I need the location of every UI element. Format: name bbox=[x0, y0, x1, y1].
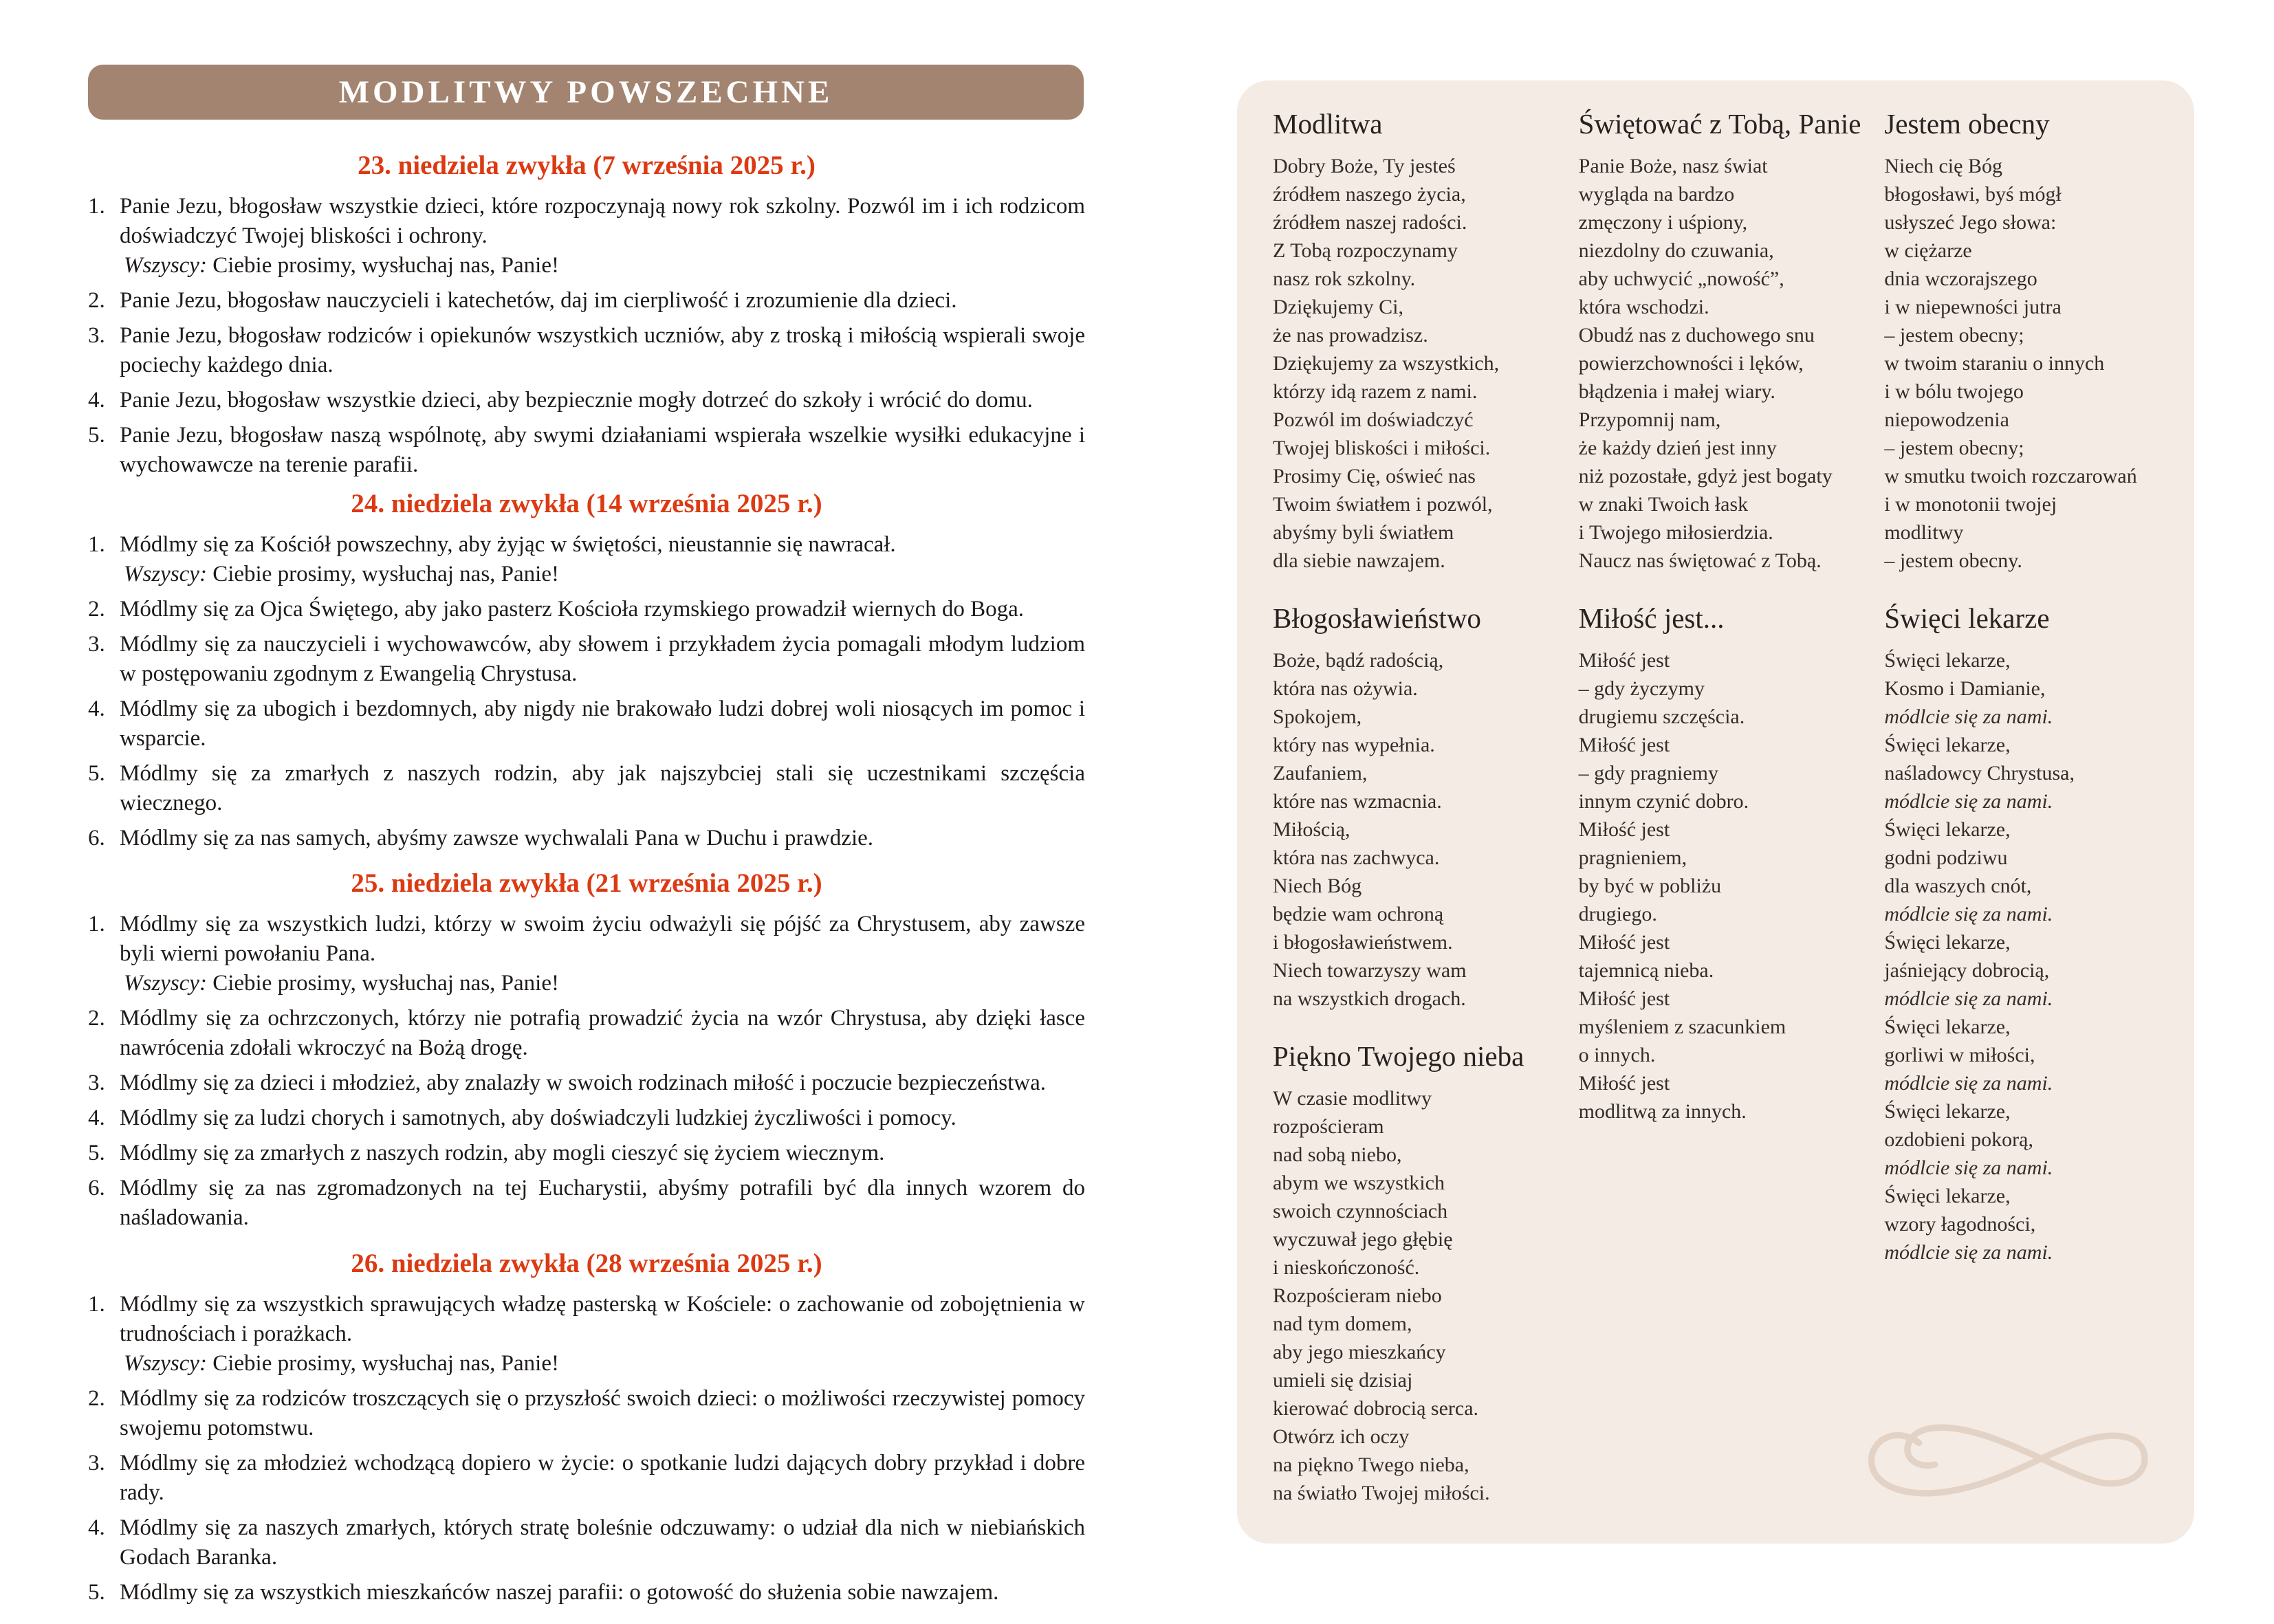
item-number: 2. bbox=[88, 1006, 105, 1031]
block-line: że każdy dzień jest inny bbox=[1578, 437, 1777, 459]
block-line: ozdobieni pokorą, bbox=[1884, 1128, 2033, 1151]
block-line: godni podziwu bbox=[1884, 846, 2008, 869]
block-line: i nieskończoność. bbox=[1273, 1256, 1420, 1279]
block-line: która nas zachwyca. bbox=[1273, 846, 1440, 869]
item-text: Módlmy się za zmarłych z naszych rodzin, aby mogli cieszyć się życiem wiecznym. bbox=[120, 1141, 885, 1165]
item-text: Panie Jezu, błogosław naszą wspólnotę, aby swymi działaniami wspierała wszelkie wysiłki edukacyjne i wychowawcze na terenie parafii. bbox=[120, 423, 1085, 477]
prayer-item bbox=[88, 910, 1085, 998]
item-text: Módlmy się za naszych zmarłych, których stratę boleśnie odczuwamy: o udział dla nich w niebiańskich Godach Baranka. bbox=[120, 1515, 1085, 1570]
block-line: gorliwi w miłości, bbox=[1884, 1044, 2035, 1066]
block-line: w ciężarze bbox=[1884, 239, 1972, 262]
item-number: 3. bbox=[88, 1071, 105, 1095]
block-title: Modlitwa bbox=[1273, 108, 1383, 140]
item-number: 3. bbox=[88, 1451, 105, 1475]
block-line: Święci lekarze, bbox=[1884, 649, 2011, 672]
prayer-item bbox=[88, 759, 1085, 818]
block-line: i w bólu twojego bbox=[1884, 380, 2024, 403]
item-text: Módlmy się za wszystkich ludzi, którzy w swoim życiu odważyli się pójść za Chrystusem, aby zawsze byli wierni powołaniu Pana. Wszyscy: Ciebie prosimy, wysłuchaj nas, Panie! bbox=[120, 910, 1085, 998]
block-title: Jestem obecny bbox=[1884, 108, 2050, 140]
block-line: Obudź nas z duchowego snu bbox=[1578, 324, 1815, 347]
panel-columns bbox=[1273, 107, 2171, 1533]
block-line: – jestem obecny. bbox=[1884, 549, 2022, 572]
block-line: które nas wzmacnia. bbox=[1273, 790, 1442, 813]
block-line: będzie wam ochroną bbox=[1273, 903, 1444, 925]
block-line: drugiego. bbox=[1578, 903, 1657, 925]
block-line: Zaufaniem, bbox=[1273, 762, 1368, 784]
block-line: Twoim światłem i pozwól, bbox=[1273, 493, 1493, 516]
block-line: źródłem naszego życia, bbox=[1273, 183, 1466, 206]
block-line: powierzchowności i lęków, bbox=[1578, 352, 1804, 375]
prayer-item bbox=[88, 1578, 1085, 1607]
block-line: – gdy pragniemy bbox=[1578, 762, 1718, 784]
block-line: – jestem obecny; bbox=[1884, 437, 2024, 459]
block-line: módlcie się za nami. bbox=[1884, 1241, 2053, 1264]
block-title: Święci lekarze bbox=[1884, 602, 2050, 634]
block-line: módlcie się za nami. bbox=[1884, 1156, 2053, 1179]
block-line: – jestem obecny; bbox=[1884, 324, 2024, 347]
block-line: Święci lekarze, bbox=[1884, 1100, 2011, 1123]
block-line: Święci lekarze, bbox=[1884, 734, 2011, 756]
block-line: wygląda na bardzo bbox=[1578, 183, 1735, 206]
block-line: Miłość jest bbox=[1578, 987, 1670, 1010]
block-title: Błogosławieństwo bbox=[1273, 602, 1481, 634]
block-line: módlcie się za nami. bbox=[1884, 790, 2053, 813]
prayer-section bbox=[88, 150, 1085, 485]
block-title: Piękno Twojego nieba bbox=[1273, 1040, 1524, 1072]
block-line: Miłość jest bbox=[1578, 734, 1670, 756]
block-line: w smutku twoich rozczarowań bbox=[1884, 465, 2137, 487]
panel-block bbox=[1273, 107, 1560, 575]
block-line: módlcie się za nami. bbox=[1884, 1072, 2053, 1095]
block-line: i w monotonii twojej bbox=[1884, 493, 2057, 516]
item-text: Módlmy się za nauczycieli i wychowawców, aby słowem i przykładem życia pomagali młodym ludziom w postępowaniu zgodnym z Ewangelią Chrystusa. bbox=[120, 632, 1085, 686]
block-line: tajemnicą nieba. bbox=[1578, 959, 1714, 982]
response-label: Wszyscy: bbox=[124, 562, 207, 586]
panel-block bbox=[1579, 107, 1866, 575]
block-line: Z Tobą rozpoczynamy bbox=[1273, 239, 1458, 262]
calligraphic-flourish-icon bbox=[1861, 1398, 2156, 1515]
sections bbox=[88, 0, 1085, 1624]
block-line: modlitwy bbox=[1884, 521, 1964, 544]
prayer-item bbox=[88, 1104, 1085, 1133]
item-number: 2. bbox=[88, 288, 105, 313]
prayer-panel bbox=[1237, 80, 2194, 1544]
prayer-item bbox=[88, 192, 1085, 281]
block-line: Niech cię Bóg bbox=[1884, 155, 2002, 177]
panel-block bbox=[1884, 107, 2171, 575]
item-text: Módlmy się za wszystkich mieszkańców naszej parafii: o gotowość do służenia sobie nawzajem. bbox=[120, 1580, 999, 1605]
block-line: Święci lekarze, bbox=[1884, 931, 2011, 954]
block-line: Święci lekarze, bbox=[1884, 818, 2011, 841]
block-line: innym czynić dobro. bbox=[1578, 790, 1749, 813]
item-number: 4. bbox=[88, 1515, 105, 1540]
item-text: Módlmy się za zmarłych z naszych rodzin, aby jak najszybciej stali się uczestnikami szczęścia wiecznego. bbox=[120, 761, 1085, 815]
block-line: Przypomnij nam, bbox=[1578, 408, 1721, 431]
block-line: Dziękujemy Ci, bbox=[1273, 296, 1403, 318]
block-line: Otwórz ich oczy bbox=[1273, 1425, 1410, 1448]
block-line: błogosławi, byś mógł bbox=[1884, 183, 2062, 206]
item-text: Módlmy się za Kościół powszechny, aby żyjąc w świętości, nieustannie się nawracał. Wszyscy: Ciebie prosimy, wysłuchaj nas, Panie! bbox=[120, 530, 1085, 589]
block-line: Miłością, bbox=[1273, 818, 1351, 841]
block-line: w znaki Twoich łask bbox=[1578, 493, 1749, 516]
block-line: Niech towarzyszy wam bbox=[1273, 959, 1467, 982]
panel-block bbox=[1273, 601, 1560, 1013]
block-line: którzy idą razem z nami. bbox=[1273, 380, 1478, 403]
item-number: 5. bbox=[88, 423, 105, 448]
section-heading: 25. niedziela zwykła (21 września 2025 r.) bbox=[351, 868, 822, 898]
item-number: 5. bbox=[88, 761, 105, 786]
prayer-item bbox=[88, 1004, 1085, 1063]
block-line: Boże, bądź radością, bbox=[1273, 649, 1444, 672]
block-line: i błogosławieństwem. bbox=[1273, 931, 1453, 954]
block-line: aby jego mieszkańcy bbox=[1273, 1341, 1446, 1363]
block-line: myśleniem z szacunkiem bbox=[1578, 1016, 1786, 1038]
block-line: nasz rok szkolny. bbox=[1273, 267, 1416, 290]
item-text: Panie Jezu, błogosław rodziców i opiekunów wszystkich uczniów, aby z troską i miłością wspierali swoje pociechy każdego dnia. bbox=[120, 323, 1085, 377]
block-line: módlcie się za nami. bbox=[1884, 903, 2053, 925]
item-text: Módlmy się za Ojca Świętego, aby jako pasterz Kościoła rzymskiego prowadził wiernych do Boga. bbox=[120, 597, 1025, 622]
item-number: 5. bbox=[88, 1141, 105, 1165]
prayer-item bbox=[88, 694, 1085, 754]
item-number: 1. bbox=[88, 194, 105, 219]
prayer-item bbox=[88, 386, 1085, 415]
block-line: by być w pobliżu bbox=[1578, 875, 1722, 897]
item-text: Módlmy się za ochrzczonych, którzy nie potrafią prowadzić życia na wzór Chrystusa, aby dzięki łasce nawrócenia zdołali wkroczyć na Bożą drogę. bbox=[120, 1006, 1085, 1060]
block-line: modlitwą za innych. bbox=[1578, 1100, 1747, 1123]
block-line: źródłem naszej radości. bbox=[1273, 211, 1467, 234]
block-line: wyczuwał jego głębię bbox=[1273, 1228, 1453, 1251]
panel-block bbox=[1579, 601, 1866, 1126]
item-text: Módlmy się za rodziców troszczących się o przyszłość swoich dzieci: o możliwości rzeczywistej pomocy swojemu potomstwu. bbox=[120, 1386, 1085, 1440]
prayer-item bbox=[88, 824, 1085, 853]
block-line: że nas prowadzisz. bbox=[1273, 324, 1428, 347]
block-line: Kosmo i Damianie, bbox=[1884, 677, 2046, 700]
panel-block bbox=[1273, 1039, 1560, 1507]
block-line: abym we wszystkich bbox=[1273, 1172, 1445, 1194]
block-line: i Twojego miłosierdzia. bbox=[1578, 521, 1773, 544]
prayer-item bbox=[88, 630, 1085, 689]
prayer-item bbox=[88, 595, 1085, 624]
block-line: módlcie się za nami. bbox=[1884, 987, 2053, 1010]
block-line: dla waszych cnót, bbox=[1884, 875, 2032, 897]
block-line: Twojej bliskości i miłości. bbox=[1273, 437, 1491, 459]
block-line: Naucz nas świętować z Tobą. bbox=[1578, 549, 1822, 572]
panel-column bbox=[1884, 107, 2171, 1533]
block-line: nad tym domem, bbox=[1273, 1313, 1412, 1335]
prayer-item bbox=[88, 1384, 1085, 1443]
block-line: usłyszeć Jego słowa: bbox=[1884, 211, 2057, 234]
item-number: 4. bbox=[88, 696, 105, 721]
item-number: 1. bbox=[88, 912, 105, 936]
prayer-item bbox=[88, 530, 1085, 589]
section-heading: 26. niedziela zwykła (28 września 2025 r.) bbox=[351, 1249, 822, 1278]
block-line: na światło Twojej miłości. bbox=[1273, 1482, 1490, 1504]
item-number: 5. bbox=[88, 1580, 105, 1605]
item-number: 1. bbox=[88, 1292, 105, 1317]
prayer-item bbox=[88, 1068, 1085, 1098]
block-line: niezdolny do czuwania, bbox=[1578, 239, 1774, 262]
prayer-item bbox=[88, 321, 1085, 380]
block-line: naśladowcy Chrystusa, bbox=[1884, 762, 2075, 784]
panel-column bbox=[1579, 107, 1866, 1533]
prayer-item bbox=[88, 1139, 1085, 1168]
block-line: Dobry Boże, Ty jesteś bbox=[1273, 155, 1456, 177]
prayer-item bbox=[88, 1174, 1085, 1233]
block-line: W czasie modlitwy bbox=[1273, 1087, 1432, 1110]
block-line: Święci lekarze, bbox=[1884, 1185, 2011, 1207]
prayer-item bbox=[88, 1513, 1085, 1572]
prayer-item bbox=[88, 421, 1085, 480]
block-line: rozpościeram bbox=[1273, 1115, 1384, 1138]
block-line: nad sobą niebo, bbox=[1273, 1143, 1402, 1166]
block-line: kierować dobrocią serca. bbox=[1273, 1397, 1479, 1420]
block-line: i w niepewności jutra bbox=[1884, 296, 2062, 318]
item-text: Módlmy się za dzieci i młodzież, aby znalazły w swoich rodzinach miłość i poczucie bezpieczeństwa. bbox=[120, 1071, 1046, 1095]
response-line: Wszyscy: Ciebie prosimy, wysłuchaj nas, Panie! bbox=[124, 971, 559, 996]
item-number: 2. bbox=[88, 597, 105, 622]
item-text: Módlmy się za ludzi chorych i samotnych, aby doświadczyli ludzkiej życzliwości i pomocy. bbox=[120, 1106, 956, 1130]
prayer-section bbox=[88, 488, 1085, 859]
block-line: Niech Bóg bbox=[1273, 875, 1362, 897]
item-number: 6. bbox=[88, 826, 105, 851]
item-text: Módlmy się za nas zgromadzonych na tej Eucharystii, abyśmy potrafili być dla innych wzorem do naśladowania. bbox=[120, 1176, 1085, 1230]
panel-column bbox=[1273, 107, 1560, 1533]
block-line: który nas wypełnia. bbox=[1273, 734, 1435, 756]
block-line: Miłość jest bbox=[1578, 818, 1670, 841]
item-number: 4. bbox=[88, 1106, 105, 1130]
item-number: 3. bbox=[88, 323, 105, 348]
item-text: Panie Jezu, błogosław wszystkie dzieci, które rozpoczynają nowy rok szkolny. Pozwól im i ich rodzicom doświadczyć Twojej bliskości i ochrony. Wszyscy: Ciebie prosimy, wysłuchaj nas, Panie! bbox=[120, 192, 1085, 281]
block-line: umieli się dzisiaj bbox=[1273, 1369, 1413, 1392]
block-line: zmęczony i uśpiony, bbox=[1578, 211, 1748, 234]
panel-block bbox=[1884, 601, 2171, 1266]
item-number: 6. bbox=[88, 1176, 105, 1200]
block-title: Miłość jest... bbox=[1578, 602, 1725, 634]
block-line: która nas ożywia. bbox=[1273, 677, 1418, 700]
block-line: Dziękujemy za wszystkich, bbox=[1273, 352, 1500, 375]
block-line: dla siebie nawzajem. bbox=[1273, 549, 1445, 572]
block-line: wzory łagodności, bbox=[1884, 1213, 2036, 1236]
block-line: Miłość jest bbox=[1578, 649, 1670, 672]
block-line: w twoim staraniu o innych bbox=[1884, 352, 2105, 375]
item-text: Panie Jezu, błogosław wszystkie dzieci, aby bezpiecznie mogły dotrzeć do szkoły i wrócić do domu. bbox=[120, 388, 1033, 413]
block-line: jaśniejący dobrocią, bbox=[1884, 959, 2050, 982]
block-line: o innych. bbox=[1578, 1044, 1656, 1066]
item-text: Módlmy się za wszystkich sprawujących władzę pasterską w Kościele: o zachowanie od zobojętnienia w trudnościach i porażkach. Wszyscy: Ciebie prosimy, wysłuchaj nas, Panie! bbox=[120, 1290, 1085, 1379]
item-text: Panie Jezu, błogosław nauczycieli i katechetów, daj im cierpliwość i zrozumienie dla dzieci. bbox=[120, 288, 957, 313]
block-line: Pozwól im doświadczyć bbox=[1273, 408, 1474, 431]
prayer-section bbox=[88, 868, 1085, 1238]
block-line: Miłość jest bbox=[1578, 1072, 1670, 1095]
block-line: błądzenia i małej wiary. bbox=[1578, 380, 1775, 403]
block-line: na wszystkich drogach. bbox=[1273, 987, 1466, 1010]
block-line: na piękno Twego nieba, bbox=[1273, 1453, 1469, 1476]
block-line: Panie Boże, nasz świat bbox=[1578, 155, 1768, 177]
item-text: Módlmy się za młodzież wchodzącą dopiero w życie: o spotkanie ludzi dających dobry przykład i dobre rady. bbox=[120, 1451, 1085, 1505]
block-line: Prosimy Cię, oświeć nas bbox=[1273, 465, 1476, 487]
block-line: dnia wczorajszego bbox=[1884, 267, 2037, 290]
block-line: drugiemu szczęścia. bbox=[1578, 705, 1745, 728]
block-line: Rozpościeram niebo bbox=[1273, 1284, 1442, 1307]
block-line: Miłość jest bbox=[1578, 931, 1670, 954]
item-number: 1. bbox=[88, 532, 105, 557]
item-text: Módlmy się za ubogich i bezdomnych, aby nigdy nie brakowało ludzi dobrej woli niosących im pomoc i wsparcie. bbox=[120, 696, 1085, 751]
section-heading: 23. niedziela zwykła (7 września 2025 r.) bbox=[358, 151, 816, 180]
block-line: swoich czynnościach bbox=[1273, 1200, 1448, 1222]
block-line: módlcie się za nami. bbox=[1884, 705, 2053, 728]
section-heading: 24. niedziela zwykła (14 września 2025 r.) bbox=[351, 489, 822, 518]
response-label: Wszyscy: bbox=[124, 971, 207, 996]
block-line: niepowodzenia bbox=[1884, 408, 2009, 431]
response-line: Wszyscy: Ciebie prosimy, wysłuchaj nas, Panie! bbox=[124, 562, 559, 586]
block-line: niż pozostałe, gdyż jest bogaty bbox=[1578, 465, 1833, 487]
block-title: Świętować z Tobą, Panie bbox=[1578, 108, 1861, 140]
block-line: aby uchwycić „nowość”, bbox=[1578, 267, 1784, 290]
block-line: – gdy życzymy bbox=[1578, 677, 1705, 700]
item-number: 2. bbox=[88, 1386, 105, 1411]
prayer-item bbox=[88, 286, 1085, 316]
response-line: Wszyscy: Ciebie prosimy, wysłuchaj nas, Panie! bbox=[124, 253, 559, 278]
prayer-item bbox=[88, 1449, 1085, 1508]
prayer-item bbox=[88, 1290, 1085, 1379]
prayer-section bbox=[88, 1248, 1085, 1613]
item-number: 4. bbox=[88, 388, 105, 413]
item-number: 3. bbox=[88, 632, 105, 657]
response-label: Wszyscy: bbox=[124, 253, 207, 278]
block-line: pragnieniem, bbox=[1578, 846, 1687, 869]
block-line: abyśmy byli światłem bbox=[1273, 521, 1454, 544]
block-line: Spokojem, bbox=[1273, 705, 1362, 728]
response-label: Wszyscy: bbox=[124, 1351, 207, 1376]
response-line: Wszyscy: Ciebie prosimy, wysłuchaj nas, Panie! bbox=[124, 1351, 559, 1376]
block-line: która wschodzi. bbox=[1578, 296, 1709, 318]
item-text: Módlmy się za nas samych, abyśmy zawsze wychwalali Pana w Duchu i prawdzie. bbox=[120, 826, 874, 851]
page-title: MODLITWY POWSZECHNE bbox=[338, 74, 833, 110]
block-line: Święci lekarze, bbox=[1884, 1016, 2011, 1038]
